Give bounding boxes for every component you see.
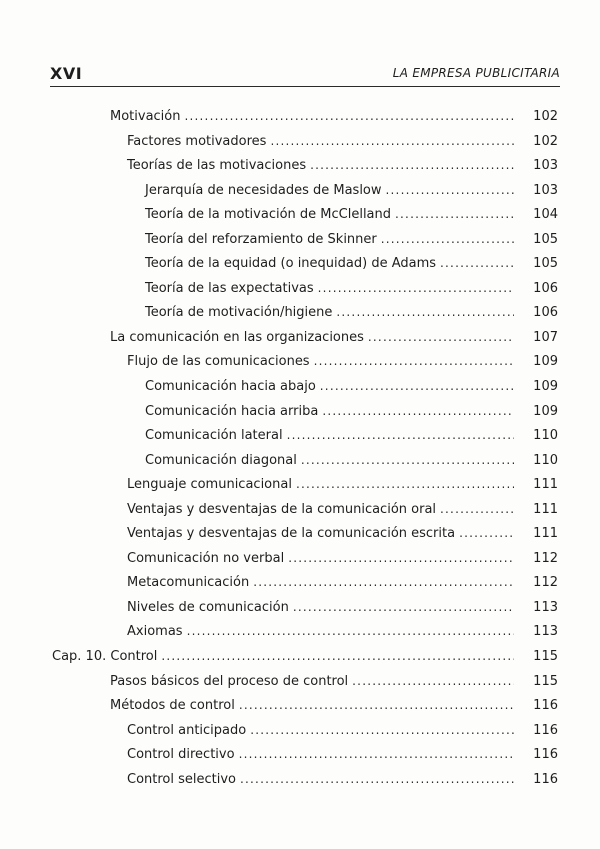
toc-entry-title: Niveles de comunicación [127,599,289,615]
dot-leader [440,251,514,276]
toc-entry [145,276,558,301]
header-book-title: LA EMPRESA PUBLICITARIA [392,66,560,80]
dot-leader [395,202,514,227]
toc-entry [110,325,558,350]
toc-entry-page-number: 111 [533,501,558,517]
toc-entry-title: Comunicación hacia arriba [145,403,319,419]
dot-leader [386,178,514,203]
toc-entry [127,129,558,154]
toc-entry [52,644,558,669]
dot-leader [240,767,514,792]
table-of-contents [0,104,600,791]
toc-entry [127,619,558,644]
toc-entry-page-number: 116 [533,771,558,787]
toc-entry-page-number: 115 [533,673,558,689]
dot-leader [314,349,514,374]
dot-leader [381,227,514,252]
toc-entry-title: Flujo de las comunicaciones [127,354,310,370]
toc-entry-page-number: 109 [533,354,558,370]
toc-entry-title: Motivación [110,109,181,124]
toc-entry-page-number: 116 [533,722,558,738]
dot-leader [310,153,514,178]
dot-leader [440,497,514,522]
toc-entry-title: Jerarquía de necesidades de Maslow [145,182,382,198]
header-page-number: XVI [50,64,83,83]
toc-entry-page-number: 113 [533,624,558,640]
toc-entry-page-number: 115 [533,649,558,665]
toc-entry [145,448,558,473]
toc-entry [145,227,558,252]
toc-entry-page-number: 106 [533,305,558,321]
dot-leader [270,129,514,154]
toc-entry-page-number: 103 [533,158,558,174]
toc-entry-title: Teoría de motivación/higiene [145,305,333,321]
toc-entry-title: Teoría del reforzamiento de Skinner [145,231,377,247]
toc-entry-title: Teoría de la motivación de McClelland [145,207,392,223]
toc-entry-page-number: 105 [533,231,558,247]
toc-entry-title: Ventajas y desventajas de la comunicación oral [127,501,437,517]
dot-leader [301,448,514,473]
toc-entry [145,251,558,276]
toc-entry-title: Control selectivo [127,771,237,787]
dot-leader [239,693,514,718]
toc-entry-page-number: 111 [533,526,558,542]
toc-entry-title: La comunicación en las organizaciones [110,329,364,345]
toc-entry [145,374,558,399]
toc-entry-title: Metacomunicación [127,575,250,591]
toc-entry-page-number: 103 [533,182,558,198]
toc-entry [145,202,558,227]
dot-leader [239,742,514,767]
toc-entry-page-number: 102 [533,133,558,149]
toc-entry-page-number: 110 [533,452,558,468]
toc-entry-page-number: 109 [533,403,558,419]
toc-entry-title: Teoría de las expectativas [145,280,314,296]
toc-entry-title: Ventajas y desventajas de la comunicación escrita [127,526,456,542]
toc-entry [127,570,558,595]
toc-entry [127,349,558,374]
toc-entry [145,178,558,203]
toc-entry-title: Comunicación lateral [145,428,283,444]
toc-entry [127,742,558,767]
toc-entry-page-number: 112 [533,575,558,591]
toc-entry [127,718,558,743]
dot-leader [250,718,514,743]
dot-leader [161,644,514,669]
toc-entry-title: Comunicación no verbal [127,550,285,566]
toc-entry [127,497,558,522]
toc-entry-title: Comunicación hacia abajo [145,379,316,395]
dot-leader [296,472,514,497]
dot-leader [293,595,514,620]
dot-leader [253,570,514,595]
toc-entry [145,300,558,325]
dot-leader [459,521,514,546]
toc-entry-title: Control anticipado [127,722,247,738]
toc-entry-page-number: 106 [533,280,558,296]
toc-entry [127,767,558,792]
toc-entry-title: Cap. 10. Control [52,649,158,665]
toc-entry [110,669,558,694]
dot-leader [322,399,514,424]
toc-entry-page-number: 116 [533,747,558,763]
toc-entry-page-number: 110 [533,428,558,444]
toc-entry-page-number: 105 [533,256,558,272]
toc-entry-page-number: 109 [533,379,558,395]
toc-entry-title: Teoría de la equidad (o inequidad) de Adams [145,256,437,272]
toc-entry-page-number: 116 [533,698,558,714]
toc-entry-title: Factores motivadores [127,133,267,149]
toc-entry-title: Comunicación diagonal [145,452,297,468]
dot-leader [320,374,514,399]
toc-entry [127,595,558,620]
dot-leader [185,104,515,129]
toc-entry [127,546,558,571]
dot-leader [288,546,514,571]
dot-leader [336,300,514,325]
dot-leader [187,619,514,644]
toc-entry-title: Pasos básicos del proceso de control [110,673,349,689]
toc-entry-page-number: 107 [533,329,558,345]
dot-leader [352,669,514,694]
toc-entry [110,104,558,129]
toc-entry-page-number: 111 [533,477,558,493]
toc-entry-page-number: 104 [533,207,558,223]
toc-entry-page-number: 113 [533,599,558,615]
dot-leader [318,276,514,301]
dot-leader [287,423,514,448]
toc-entry-title: Control directivo [127,747,235,763]
toc-entry [145,423,558,448]
toc-entry [127,153,558,178]
toc-entry-title: Métodos de control [110,698,235,714]
toc-entry-title: Axiomas [127,624,183,640]
toc-entry [127,521,558,546]
toc-entry [127,472,558,497]
running-header [50,64,560,87]
toc-entry-title: Teorías de las motivaciones [127,158,307,174]
toc-entry-page-number: 102 [533,109,558,124]
dot-leader [368,325,514,350]
toc-entry [145,399,558,424]
toc-entry-title: Lenguaje comunicacional [127,477,292,493]
toc-entry-page-number: 112 [533,550,558,566]
toc-entry [110,693,558,718]
